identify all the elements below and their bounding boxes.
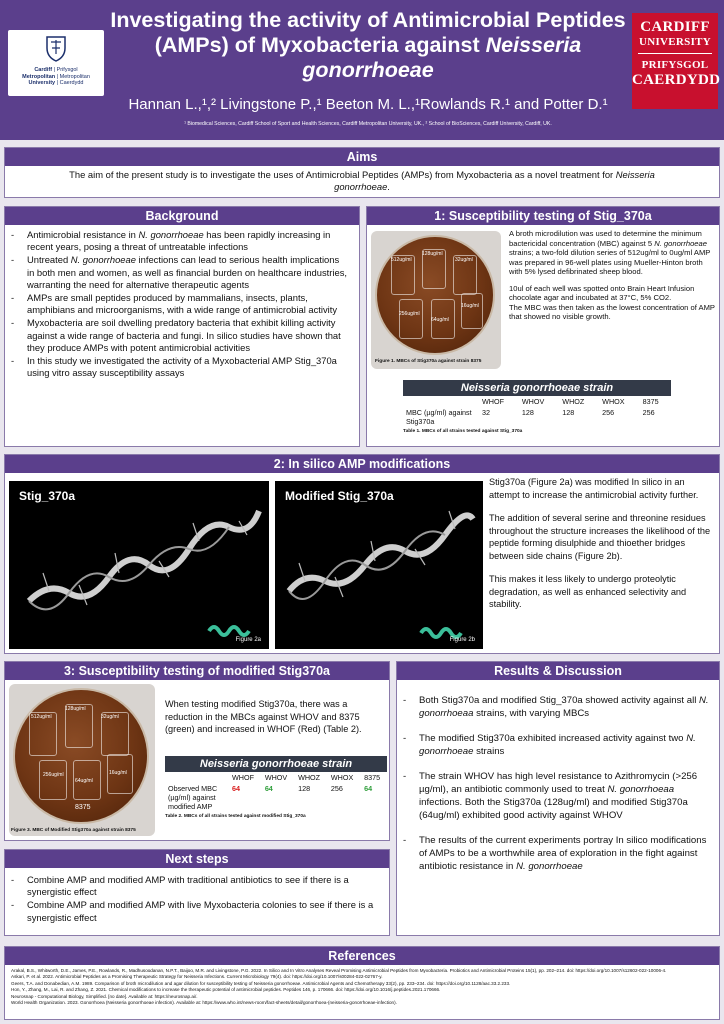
- plate-label: 128ug/ml: [422, 251, 443, 257]
- references-heading: References: [5, 947, 719, 965]
- plate-label: 256ug/ml: [399, 311, 420, 317]
- list-item: - AMPs are small peptides produced by mammalians, insects, plants, amphibians and microorganisms, with a wide range of antimicrobial activity: [5, 292, 349, 316]
- table-header: 8375: [642, 397, 659, 406]
- table-1-title: Neisseria gonorrhoeae strain: [403, 380, 671, 396]
- table-cell-decrease: 64: [364, 784, 373, 793]
- figure-2a-image: [9, 481, 269, 649]
- table-cell: 128: [562, 408, 575, 417]
- authors: Hannan L.,¹,² Livingstone P.,¹ Beeton M. L.,¹Rowlands R.¹ and Potter D.¹: [128, 96, 608, 113]
- list-item: - Both Stig370a and modified Stig_370a showed activity against all N. gonorrhoeaa strains, with varying MBCs: [397, 694, 711, 720]
- row-label: Observed MBC (µg/ml) against modified AMP: [168, 784, 218, 811]
- table-2-caption: Table 2. MBCs of all strains tested against modified Stig_370a: [165, 814, 306, 819]
- modified-helix-structure-icon: [275, 481, 483, 649]
- table-header: WHOF: [232, 773, 254, 782]
- table-cell: 128: [521, 408, 534, 417]
- section-1-text: A broth microdilution was used to determine the minimum bactericidal concentration (MBC) against 5 N. gonorrhoeae strains; a two-fold dilution series of 512ug/ml to 0ug/ml AMP was prepared in 96-well plates using Mueller-Hinton broth with 5% lysed defibrinated sheep blood. 10ul of each well was spotted onto Brain Heart Infusion chocolate agar and incubated at 37°C, 5% CO2. The MBC was then taken as the lowest concentration of AMP that showed no visible growth.: [509, 229, 715, 321]
- aims-section: [4, 147, 720, 198]
- poster-header: [0, 0, 724, 140]
- references-list: [5, 965, 719, 1009]
- figure-2a-label: Figure 2a: [235, 637, 261, 643]
- figure-2b-image: [275, 481, 483, 649]
- reference-item: Geers, T.A. and Donabedian, A.M. 1989. Comparison of broth microdilution and agar dilution for susceptibility testing of Neisseria gonorrhoeae. Antimicrobial Agents and Chemotherapy 33(2), pp. 233–234. doi: https://doi.org/10.1128/aac.33.2.233.: [11, 980, 511, 986]
- list-item: - The modified Stig370a exhibited increased activity against two N. gonorrhoeae strains: [397, 732, 711, 758]
- affiliations: ¹ Biomedical Sciences, Cardiff School of Sport and Health Sciences, Cardiff Metropolitan University, UK., ² School of BioSciences, Cardiff University, Cardiff, UK.: [184, 121, 552, 127]
- plate-label: 16ug/ml: [461, 303, 479, 309]
- figure-3-image: [9, 684, 155, 836]
- agar-plate: [13, 688, 149, 824]
- next-steps-heading: Next steps: [5, 850, 389, 868]
- list-item: - Combine AMP and modified AMP with traditional antibiotics to see if there is a synergistic effect: [5, 874, 379, 898]
- background-heading: Background: [5, 207, 359, 225]
- section-1: [366, 206, 720, 447]
- list-item: - Myxobacteria are soil dwelling predatory bacteria that exhibit killing activity against a wide range of bacteria and fungi. In silico studies have shown that they produce AMPs with potent antimicrobial activities: [5, 317, 349, 354]
- cardiff-university-logo: CARDIFF UNIVERSITY PRIFYSGOL CAERDYDD: [632, 13, 718, 109]
- plate-label: 128ug/ml: [65, 706, 86, 712]
- table-2: [165, 756, 387, 819]
- aims-text: The aim of the present study is to investigate the uses of Antimicrobial Peptides (AMPs) from Myxobacteria as a novel treatment for Neisseria gonorrhoeae.: [69, 169, 655, 193]
- plate-label: 64ug/ml: [75, 778, 93, 784]
- reference-item: Askari, P. et al. 2022. Antimicrobial Peptides as a Promising Therapeutic Strategy for Neisseria Infections. Current Microbiology 79(4). doi: https://doi.org/10.1007/s00284-022-02767-y.: [11, 974, 383, 980]
- table-cell: 128: [298, 784, 311, 793]
- list-item: - Untreated N. gonorrhoeae infections can lead to serious health implications in both men and women, as well as financial burden on healthcare industries, warranting the need for alternative therapeutic agents: [5, 254, 349, 291]
- agar-plate: [375, 235, 495, 355]
- plate-label: 512ug/ml: [31, 714, 52, 720]
- plate-label: 32ug/ml: [101, 714, 119, 720]
- figure-3-caption: Figure 3. MBC of Modified Stig370a against strain 8375: [11, 828, 136, 833]
- table-header: WHOZ: [298, 773, 321, 782]
- row-label: MBC (µg/ml) against Stig370a: [406, 408, 472, 426]
- reference-item: Neurosnap - Computational Biology, Simplified. [no date]. Available at: https://neurosnap.ai/.: [11, 993, 198, 999]
- table-header: WHOV: [264, 773, 288, 782]
- figure-2b-label: Figure 2b: [449, 637, 475, 643]
- table-cell: 32: [482, 408, 490, 417]
- section-2-heading: 2: In silico AMP modifications: [5, 455, 719, 473]
- references-section: [4, 946, 720, 1020]
- next-steps-list: [5, 868, 389, 924]
- table-header: WHOZ: [562, 397, 585, 406]
- plate-label: 16ug/ml: [109, 770, 127, 776]
- figure-1-caption: Figure 1. MBCs of Stig370a against strain 8375: [375, 359, 482, 364]
- list-item: - In this study we investigated the activity of a Myxobacterial AMP Stig_370a using vitro assay susceptibility assays: [5, 355, 349, 379]
- table-cell: 256: [642, 408, 655, 417]
- table-header: WHOV: [521, 397, 545, 406]
- reference-item: World Health Organization. 2023. Gonorrhoea (Neisseria gonorrhoeae infection). Available at: https://www.who.int/news-room/fact-sheets/detail/gonorrhoea-(neisseria-gonorrhoeae-infection).: [11, 1000, 397, 1006]
- figure-1-image: [371, 231, 501, 369]
- table-1: [403, 380, 671, 434]
- section-3: [4, 661, 390, 841]
- table-header: 8375: [364, 773, 381, 782]
- section-3-text: When testing modified Stig370a, there was a reduction in the MBCs against WHOV and 8375 (green) and increased in WHOF (Red) (Table 2).: [165, 699, 362, 734]
- plate-label: 256ug/ml: [43, 772, 64, 778]
- list-item: - Antimicrobial resistance in N. gonorrhoeae has been rapidly increasing in recent years, posing a threat of untreatable infections: [5, 229, 349, 253]
- next-steps-section: [4, 849, 390, 936]
- table-cell-decrease: 64: [264, 784, 273, 793]
- section-1-heading: 1: Susceptibility testing of Stig_370a: [367, 207, 719, 225]
- helix-structure-icon: [9, 481, 269, 649]
- table-header: WHOX: [602, 397, 625, 406]
- section-2-text: Stig370a (Figure 2a) was modified In silico in an attempt to increase the antimicrobial activity further. The addition of several serine and threonine residues throughout the structure increases the likelihood of the peptide forming disulphide and thioether bridges between side chains (Figure 2b). This makes it less likely to undergo proteolytic degradation, as well as enhanced selectivity and stability.: [489, 477, 711, 609]
- reference-item: Arakal, B.S., Whitworth, D.E., James, P.E., Rowlands, R., Madhusoodanan, N.P.T., Baijoo, M.R. and Livingstone, P.G. 2022. In Silico and In Vitro Analyses Reveal Promising Antimicrobial Peptides from Myxobacteria. Probiotics and Antimicrobial Proteins 15(1), pp. 202–214. doi: https://doi.org/10.1007/s12602-022-10006-4.: [11, 968, 667, 973]
- table-cell: 256: [602, 408, 615, 417]
- table-header: WHOF: [482, 397, 504, 406]
- section-3-heading: 3: Susceptibility testing of modified Stig370a: [5, 662, 389, 680]
- table-header: WHOX: [330, 773, 354, 782]
- list-item: - The strain WHOV has high level resistance to Azithromycin (>256 µg/ml), an antibiotic commonly used to treat N. gonorrhoeaa infections. Both the Stig370a (128ug/ml) and modified Stig370a (64ug/ml) exhibited good activity against WHOV: [397, 770, 711, 822]
- crest-icon: [45, 34, 67, 62]
- figure-2a-title: Stig_370a: [19, 489, 76, 503]
- table-cell: 256: [330, 784, 343, 793]
- poster-title: Investigating the activity of Antimicrobial Peptides (AMPs) of Myxobacteria against Neisseria gonorrhoeae: [110, 8, 626, 82]
- reference-item: Hon, Y., Zhang, M., Lai, R. and Zhang, Z. 2021. Chemical modifications to increase the therapeutic potential of antimicrobial peptides. Peptides 146, p. 170666. doi: https://doi.org/10.1016/j.peptides.2021.170666.: [11, 987, 441, 993]
- background-section: [4, 206, 360, 447]
- plate-label: 64ug/ml: [431, 317, 449, 323]
- figure-2b-title: Modified Stig_370a: [285, 489, 394, 503]
- cardiff-met-logo: Cardiff | Prifysgol Metropolitan | Metropolitan University | Caerdydd: [8, 30, 104, 96]
- list-item: - Combine AMP and modified AMP with live Myxobacteria colonies to see if there is a synergistic effect: [5, 899, 379, 923]
- results-list: [397, 680, 719, 873]
- background-list: [5, 225, 359, 379]
- table-cell-increase: 64: [232, 784, 240, 793]
- table-2-title: Neisseria gonorrhoeae strain: [165, 756, 387, 772]
- aims-heading: Aims: [5, 148, 719, 166]
- results-section: [396, 661, 720, 936]
- table-1-caption: Table 1. MBCs of all strains tested against Stig_370a: [403, 429, 523, 434]
- plate-label: 32ug/ml: [455, 257, 473, 263]
- list-item: - The results of the current experiments portray In silico modifications of AMPs to be a worthwhile area of exploration in the fight against antibiotic resistance in N. gonorrhoeae: [397, 834, 711, 873]
- plate-label: 8375: [75, 804, 91, 811]
- results-heading: Results & Discussion: [397, 662, 719, 680]
- plate-label: 512ug/ml: [391, 257, 412, 263]
- section-2: [4, 454, 720, 654]
